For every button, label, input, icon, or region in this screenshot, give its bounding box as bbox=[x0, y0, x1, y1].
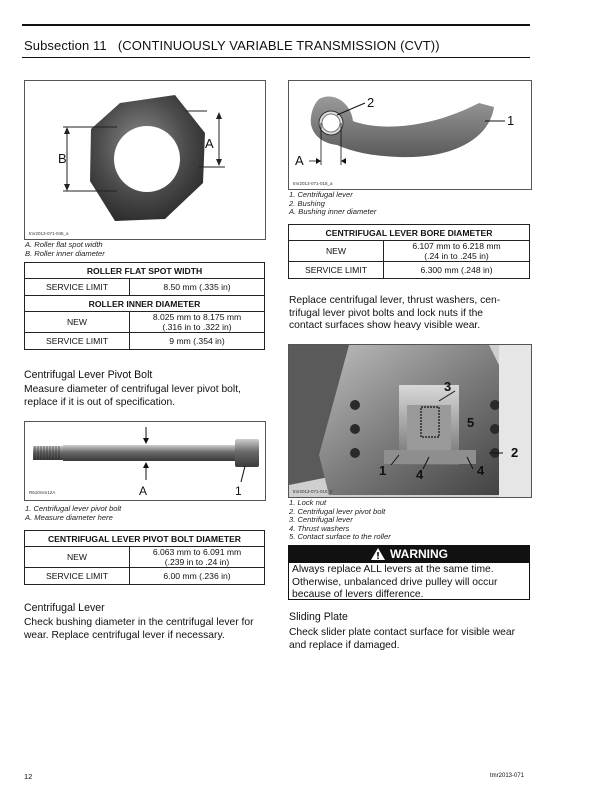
value-line: (.239 in to .24 in) bbox=[164, 557, 230, 567]
table-cell-label: SERVICE LIMIT bbox=[25, 568, 130, 585]
caption-line: 4. Thrust washers bbox=[289, 523, 350, 533]
section-title: (CONTINUOUSLY VARIABLE TRANSMISSION (CVT)) bbox=[117, 38, 440, 53]
caption-line: 3. Centrifugal lever bbox=[289, 515, 353, 525]
lever-label-a: A bbox=[295, 153, 304, 168]
pulley-label-1: 1 bbox=[379, 463, 387, 478]
caption-line: 2. Bushing bbox=[289, 198, 325, 208]
sliding-plate-heading: Sliding Plate bbox=[289, 611, 348, 623]
bolt-label-a: A bbox=[139, 484, 148, 498]
lever-illustration bbox=[289, 81, 531, 189]
value-line: 8.025 mm to 8.175 mm bbox=[152, 312, 242, 322]
table-cell-label: NEW bbox=[289, 241, 384, 262]
table-cell-value: 6.300 mm (.248 in) bbox=[384, 262, 530, 279]
value-line: (.316 in to .322 in) bbox=[162, 322, 232, 332]
table-cell-value: 6.00 mm (.236 in) bbox=[130, 568, 265, 585]
pulley-label-4a: 4 bbox=[416, 467, 424, 482]
pulley-caption bbox=[289, 499, 391, 542]
page-number: 12 bbox=[24, 772, 33, 781]
warning-line: Otherwise, unbalanced drive pulley will occur bbox=[292, 576, 498, 588]
table-header: CENTRIFUGAL LEVER BORE DIAMETER bbox=[289, 225, 530, 241]
caption-line: 2. Centrifugal lever pivot bolt bbox=[289, 506, 386, 516]
table-cell-label: SERVICE LIMIT bbox=[25, 333, 130, 350]
warning-title: WARNING bbox=[390, 546, 448, 561]
roller-label-a: A bbox=[205, 136, 214, 151]
lever-heading: Centrifugal Lever bbox=[24, 602, 105, 614]
value-line: (.24 in to .245 in) bbox=[424, 251, 489, 261]
caption-line: A. Roller flat spot width bbox=[25, 240, 103, 249]
table-header: ROLLER FLAT SPOT WIDTH bbox=[25, 263, 265, 279]
caption-line: 1. Centrifugal lever bbox=[289, 190, 353, 199]
roller-spec-table bbox=[24, 262, 265, 350]
pivot-bolt-heading: Centrifugal Lever Pivot Bolt bbox=[24, 369, 153, 381]
paragraph-line: Check bushing diameter in the centrifugal lever for bbox=[24, 617, 254, 628]
pulley-label-5: 5 bbox=[467, 415, 475, 430]
pivot-bolt-text bbox=[24, 384, 241, 409]
pulley-label-2: 2 bbox=[511, 445, 519, 460]
replace-text bbox=[289, 295, 500, 333]
warning-line: Always replace ALL levers at the same time. bbox=[292, 564, 494, 575]
paragraph-line: trifugal lever pivot bolts and lock nuts if the bbox=[289, 307, 484, 319]
subsection-label: Subsection 11 bbox=[24, 38, 107, 53]
value-line: 6.107 mm to 6.218 mm bbox=[412, 241, 501, 251]
caption-line: 1. Centrifugal lever pivot bolt bbox=[25, 504, 122, 513]
figure-code: tmr2013-071-019_b bbox=[293, 489, 333, 494]
pulley-label-3: 3 bbox=[444, 379, 452, 394]
bolt-spec-table bbox=[24, 530, 265, 585]
lever-caption bbox=[289, 191, 376, 217]
header-bottom-rule bbox=[22, 57, 530, 58]
table-cell-value bbox=[384, 241, 530, 262]
figure-code: R610rsm12A bbox=[29, 490, 56, 495]
sliding-plate-text bbox=[289, 627, 515, 652]
pulley-figure bbox=[288, 344, 532, 498]
table-cell-value bbox=[130, 312, 265, 333]
figure-code: tmr2013-071-018_a bbox=[293, 181, 333, 186]
bolt-label-1: 1 bbox=[235, 484, 242, 498]
paragraph-line: Measure diameter of centrifugal lever pivot bolt, bbox=[24, 384, 241, 395]
table-cell-value: 8.50 mm (.335 in) bbox=[130, 279, 265, 296]
value-line: 6.063 mm to 6.091 mm bbox=[152, 547, 242, 557]
pulley-illustration bbox=[289, 345, 531, 497]
bolt-caption bbox=[25, 505, 121, 522]
bore-spec-table bbox=[288, 224, 530, 279]
paragraph-line: and replace if damaged. bbox=[289, 639, 400, 651]
roller-label-b: B bbox=[58, 151, 67, 166]
paragraph-line: wear. Replace centrifugal lever if necessary. bbox=[24, 629, 225, 641]
table-header: ROLLER INNER DIAMETER bbox=[25, 296, 265, 312]
table-cell-label: NEW bbox=[25, 312, 130, 333]
lever-figure bbox=[288, 80, 532, 190]
table-header: CENTRIFUGAL LEVER PIVOT BOLT DIAMETER bbox=[25, 531, 265, 547]
document-code: tmr2013-071 bbox=[490, 773, 525, 779]
lever-label-1: 1 bbox=[507, 113, 515, 128]
paragraph-line: replace if it is out of specification. bbox=[24, 396, 176, 408]
paragraph-line: Check slider plate contact surface for visible wear bbox=[289, 627, 516, 638]
paragraph-line: Replace centrifugal lever, thrust washers, cen- bbox=[289, 295, 501, 306]
figure-code: tmr2013-071-045_a bbox=[29, 231, 69, 236]
caption-line: 5. Contact surface to the roller bbox=[289, 532, 391, 542]
caption-line: B. Roller inner diameter bbox=[25, 248, 105, 258]
table-cell-label: SERVICE LIMIT bbox=[289, 262, 384, 279]
warning-header bbox=[288, 545, 530, 562]
caption-line: 1. Lock nut bbox=[289, 498, 327, 507]
warning-body bbox=[288, 562, 530, 600]
lever-label-2: 2 bbox=[367, 95, 375, 110]
caption-line: A. Measure diameter here bbox=[25, 512, 113, 522]
page-header bbox=[24, 38, 440, 53]
roller-figure bbox=[24, 80, 266, 240]
warning-icon bbox=[370, 547, 386, 561]
paragraph-line: contact surfaces show heavy visible wear. bbox=[289, 320, 481, 331]
roller-caption bbox=[25, 241, 105, 258]
pulley-label-4b: 4 bbox=[477, 463, 485, 478]
table-cell-value bbox=[130, 547, 265, 568]
table-cell-label: NEW bbox=[25, 547, 130, 568]
header-top-rule bbox=[22, 24, 530, 26]
bolt-figure bbox=[24, 421, 266, 501]
lever-text bbox=[24, 617, 254, 642]
warning-line: because of levers difference. bbox=[292, 589, 424, 600]
table-cell-label: SERVICE LIMIT bbox=[25, 279, 130, 296]
caption-line: A. Bushing inner diameter bbox=[289, 207, 377, 217]
table-cell-value: 9 mm (.354 in) bbox=[130, 333, 265, 350]
